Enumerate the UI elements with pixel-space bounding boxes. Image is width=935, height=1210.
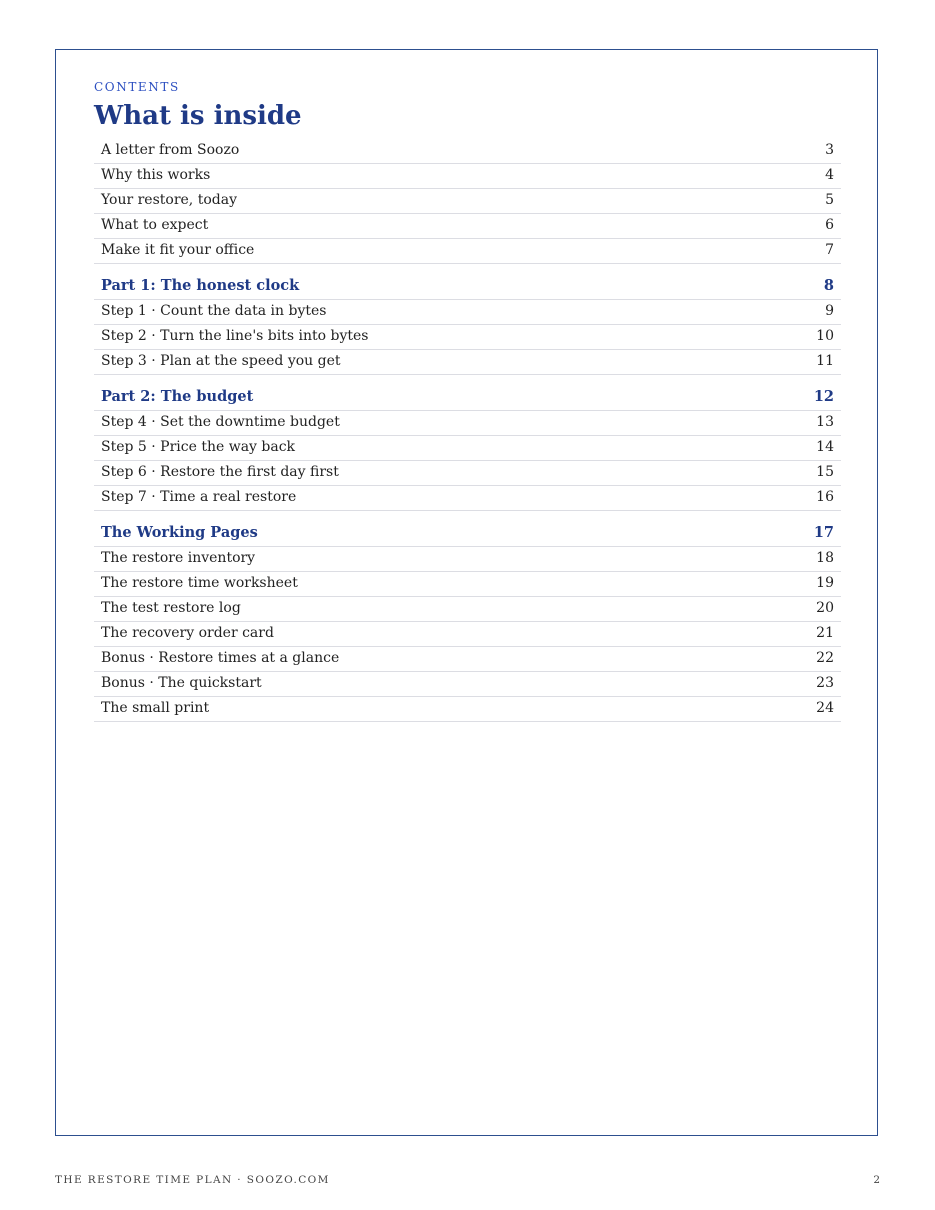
toc-entry-page-number: 10 [816,328,834,344]
toc-entry-label: Step 2 · Turn the line's bits into bytes [101,328,369,344]
toc-entry[interactable] [94,436,841,461]
toc-entry-label: Step 4 · Set the downtime budget [101,414,340,430]
toc-entry-label: The small print [101,700,210,716]
toc-entry-label: Step 7 · Time a real restore [101,489,297,505]
toc-entry-page-number: 4 [825,167,834,183]
toc-entry-page-number: 14 [816,439,834,455]
toc-entry[interactable] [94,572,841,597]
toc-entry-label: Step 3 · Plan at the speed you get [101,353,341,369]
toc-entry[interactable] [94,325,841,350]
toc-entry-label: The test restore log [101,600,241,616]
toc-entry-label: Step 1 · Count the data in bytes [101,303,327,319]
toc-entry[interactable] [94,189,841,214]
toc-entry-label: What to expect [101,217,209,233]
toc-entry-label: Make it fit your office [101,242,255,258]
toc-entry[interactable] [94,239,841,264]
toc-entry[interactable] [94,350,841,375]
toc-entry-label: Bonus · Restore times at a glance [101,650,340,666]
page-title: What is inside [94,101,302,131]
toc-entry-label: Bonus · The quickstart [101,675,262,691]
toc-entry-page-number: 5 [825,192,834,208]
toc-entry-label: The Working Pages [101,524,258,541]
toc-entry-page-number: 12 [813,388,834,405]
toc-entry-label: Part 2: The budget [101,388,254,405]
toc-entry-label: The restore inventory [101,550,256,566]
toc-entry-label: A letter from Soozo [101,142,240,158]
toc-entry-page-number: 15 [816,464,834,480]
toc-entry[interactable] [94,597,841,622]
toc-entry-page-number: 19 [816,575,834,591]
toc-entry[interactable] [94,461,841,486]
toc-part-heading[interactable] [94,375,841,411]
toc-entry-label: Your restore, today [101,192,237,208]
toc-entry-page-number: 17 [813,524,834,541]
toc-entry-label: Step 5 · Price the way back [101,439,296,455]
toc-entry-page-number: 3 [825,142,834,158]
toc-entry[interactable] [94,142,841,164]
table-of-contents [94,142,841,722]
toc-entry[interactable] [94,622,841,647]
toc-entry[interactable] [94,300,841,325]
toc-entry-page-number: 7 [825,242,834,258]
toc-entry-page-number: 20 [816,600,834,616]
toc-entry[interactable] [94,214,841,239]
toc-entry-page-number: 16 [816,489,834,505]
toc-entry-label: Part 1: The honest clock [101,277,300,294]
toc-entry[interactable] [94,647,841,672]
toc-entry[interactable] [94,411,841,436]
toc-entry[interactable] [94,486,841,511]
toc-entry-page-number: 8 [823,277,834,294]
toc-entry-page-number: 11 [816,353,834,369]
toc-entry-label: Step 6 · Restore the first day first [101,464,339,480]
toc-entry-page-number: 9 [825,303,834,319]
toc-entry-label: The recovery order card [101,625,274,641]
toc-entry-page-number: 6 [825,217,834,233]
toc-entry[interactable] [94,547,841,572]
toc-entry[interactable] [94,697,841,722]
toc-entry-page-number: 24 [816,700,834,716]
footer-page-number: 2 [873,1174,880,1186]
contents-section [94,80,841,722]
toc-entry[interactable] [94,164,841,189]
page-frame [55,49,878,1136]
toc-entry-label: The restore time worksheet [101,575,298,591]
footer-title: THE RESTORE TIME PLAN · SOOZO.COM [55,1174,330,1186]
toc-entry-page-number: 22 [816,650,834,666]
toc-entry-page-number: 21 [816,625,834,641]
toc-entry-page-number: 23 [816,675,834,691]
toc-entry[interactable] [94,672,841,697]
toc-entry-page-number: 18 [816,550,834,566]
section-eyebrow: CONTENTS [94,80,180,94]
toc-entry-page-number: 13 [816,414,834,430]
toc-entry-label: Why this works [101,167,211,183]
toc-part-heading[interactable] [94,511,841,547]
toc-part-heading[interactable] [94,264,841,300]
